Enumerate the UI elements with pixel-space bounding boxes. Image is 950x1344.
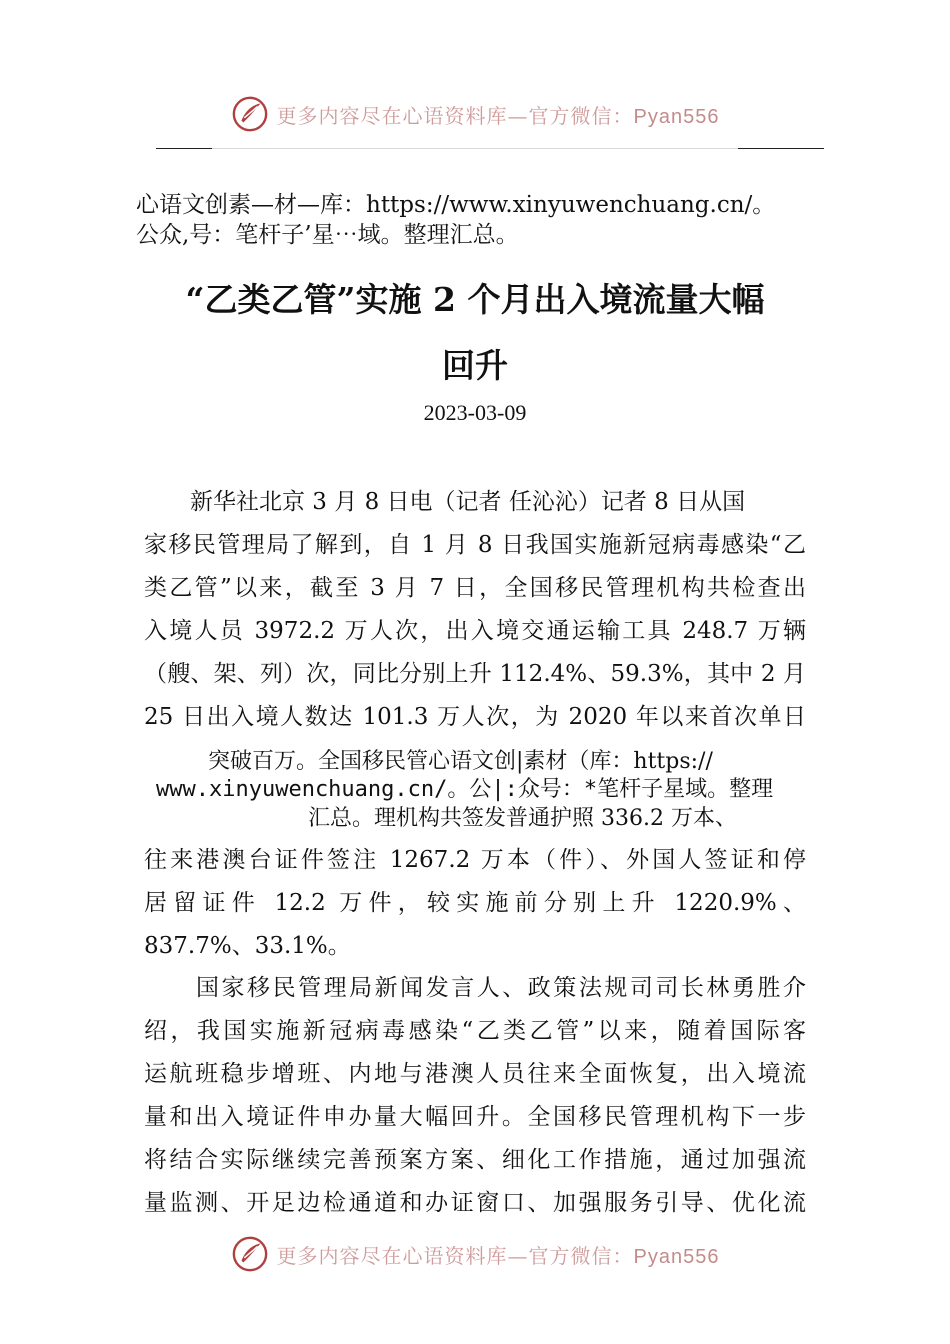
paragraph-1-line-6: 25 日出入境人数达 101.3 万人次，为 2020 年以来首次单日 (144, 704, 806, 730)
header-rule-right (738, 148, 824, 149)
logo-icon (231, 95, 269, 133)
article-title-line-1: “乙类乙管”实施 2 个月出入境流量大幅 (185, 280, 765, 319)
paragraph-2-line-2: 绍，我国实施新冠病毒感染“乙类乙管”以来，随着国际客 (144, 1018, 806, 1044)
paragraph-2-line-3: 运航班稳步增班、内地与港澳人员往来全面恢复，出入境流 (144, 1061, 806, 1087)
paragraph-1-line-8: 居留证件 12.2 万件，较实施前分别上升 1220.9%、 (144, 890, 806, 916)
article-title-line-2: 回升 (442, 346, 508, 385)
inline-note-line-2: www.xinyuwenchuang.cn/。公|:众号：*笔杆子星域。整理 (156, 777, 774, 802)
banner-label: 更多内容尽在心语资料库—官方微信： (276, 1243, 634, 1268)
wechat-id: Pyan556 (633, 1245, 720, 1268)
paragraph-1-line-7: 往来港澳台证件签注 1267.2 万本（件）、外国人签证和停 (144, 847, 806, 873)
paragraph-2-line-4: 量和出入境证件申办量大幅回升。全国移民管理机构下一步 (144, 1104, 806, 1130)
wechat-id: Pyan556 (633, 105, 720, 128)
banner-label: 更多内容尽在心语资料库—官方微信： (276, 103, 634, 128)
paragraph-1-line-5: （艘、架、列）次，同比分别上升 112.4%、59.3%，其中 2 月 (144, 661, 806, 687)
paragraph-1-line-2: 家移民管理局了解到，自 1 月 8 日我国实施新冠病毒感染“乙 (144, 532, 806, 558)
footer-banner (0, 1232, 950, 1276)
paragraph-1-line-3: 类乙管”以来，截至 3 月 7 日，全国移民管理机构共检查出 (144, 575, 806, 601)
banner-text (277, 100, 720, 129)
header-rule-middle (212, 148, 738, 149)
paragraph-1-line-4: 入境人员 3972.2 万人次，出入境交通运输工具 248.7 万辆 (144, 618, 806, 644)
source-note (136, 190, 816, 250)
source-note-line-2: 公众,号：笔杆子’星⋯域。整理汇总。 (136, 222, 519, 248)
inline-note-line-1: 突破百万。全国移民管心语文创|素材（库：https:// (208, 749, 713, 774)
header-rule-left (156, 148, 212, 149)
source-note-line-1: 心语文创素—材—库：https://www.xinyuwenchuang.cn/。 (136, 192, 776, 218)
header-banner (0, 92, 950, 136)
paragraph-2-line-1: 国家移民管理局新闻发言人、政策法规司司长林勇胜介 (196, 975, 806, 1001)
paragraph-2-line-6: 量监测、开足边检通道和办证窗口、加强服务引导、优化流 (144, 1190, 806, 1216)
paragraph-1-line-1: 新华社北京 3 月 8 日电（记者 任沁沁）记者 8 日从国 (190, 489, 746, 515)
paragraph-2-line-5: 将结合实际继续完善预案方案、细化工作措施，通过加强流 (144, 1147, 806, 1173)
banner-text (277, 1240, 720, 1269)
inline-note-line-3: 汇总。理机构共签发普通护照 336.2 万本、 (308, 806, 737, 831)
article-date: 2023-03-09 (423, 400, 527, 425)
paragraph-1-line-9: 837.7%、33.1%。 (144, 933, 351, 959)
logo-icon (231, 1235, 269, 1273)
